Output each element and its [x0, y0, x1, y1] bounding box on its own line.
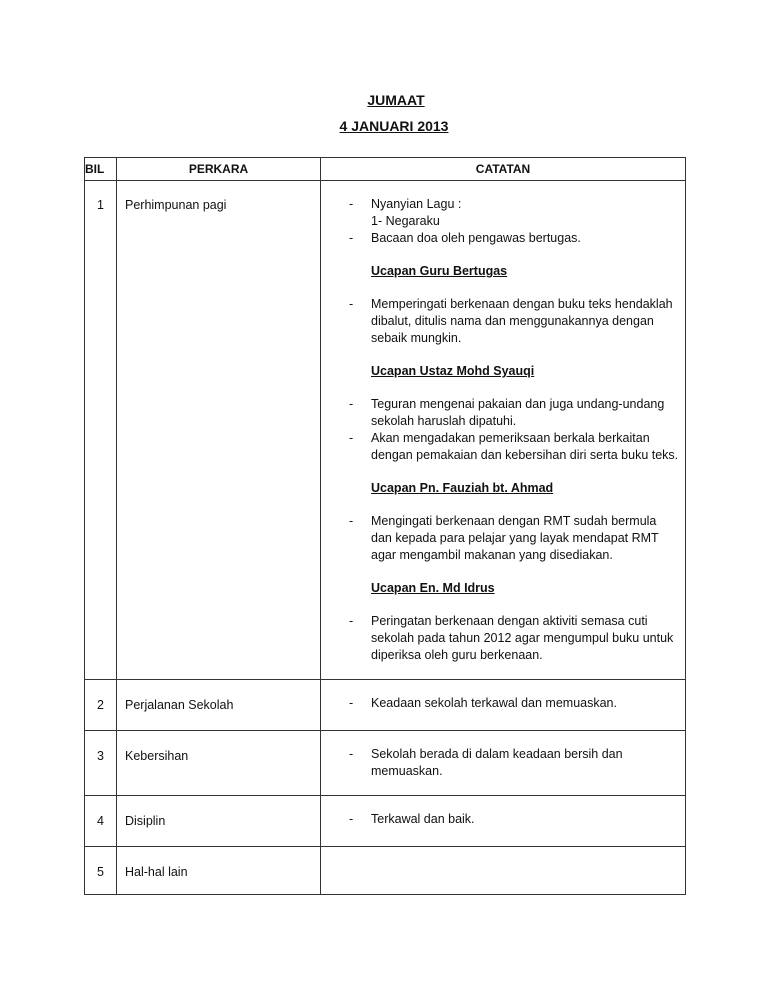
bullet-dash: -	[349, 614, 354, 628]
column-header-catatan: CATATAN	[321, 158, 686, 181]
row-item-cell	[117, 796, 321, 847]
document-date-title: 4 JANUARI 2013	[339, 118, 449, 134]
row-notes-cell	[321, 796, 686, 847]
speech-heading: Ucapan Guru Bertugas	[371, 264, 508, 278]
row-number: 1	[97, 198, 104, 212]
row-item-cell	[117, 731, 321, 796]
bullet-text: Sekolah berada di dalam keadaan bersih dan memuaskan.	[371, 747, 623, 778]
bullet-dash: -	[349, 747, 354, 761]
note-bullet	[321, 196, 685, 213]
speech-heading: Ucapan En. Md Idrus	[371, 581, 495, 595]
column-header-perkara: PERKARA	[117, 158, 321, 181]
bullet-text: Mengingati berkenaan dengan RMT sudah bermula dan kepada para pelajar yang layak mendapat RMT agar mengambil makanan yang disediakan.	[371, 514, 659, 562]
row-notes-cell	[321, 731, 686, 796]
note-bullet	[321, 430, 685, 464]
bullet-dash: -	[349, 397, 354, 411]
row-item: Perhimpunan pagi	[125, 198, 227, 212]
row-number: 2	[97, 698, 104, 712]
note-bullet	[321, 613, 685, 664]
note-bullet	[321, 811, 685, 828]
table-row	[85, 796, 686, 847]
note-bullet	[321, 396, 685, 430]
note-sub-item: 1- Negaraku	[371, 214, 440, 228]
bullet-dash: -	[349, 297, 354, 311]
minutes-table	[84, 157, 686, 895]
table-row	[85, 181, 686, 680]
row-notes-cell	[321, 181, 686, 680]
row-number: 5	[97, 865, 104, 879]
bullet-text: Teguran mengenai pakaian dan juga undang-undang sekolah haruslah dipatuhi.	[371, 397, 665, 428]
row-number-cell	[85, 847, 117, 895]
table-header-row	[85, 158, 686, 181]
table-row	[85, 680, 686, 731]
note-bullet	[321, 296, 685, 347]
column-header-bil: BIL	[85, 158, 117, 181]
bullet-dash: -	[349, 812, 354, 826]
bullet-dash: -	[349, 696, 354, 710]
row-number-cell	[85, 181, 117, 680]
bullet-text: Nyanyian Lagu :	[371, 197, 462, 211]
row-item-cell	[117, 181, 321, 680]
table-row	[85, 731, 686, 796]
document-day-title: JUMAAT	[367, 92, 425, 108]
bullet-text: Bacaan doa oleh pengawas bertugas.	[371, 231, 581, 245]
speech-heading: Ucapan Pn. Fauziah bt. Ahmad	[371, 481, 554, 495]
row-number-cell	[85, 731, 117, 796]
table-row	[85, 847, 686, 895]
row-item: Hal-hal lain	[125, 865, 188, 879]
row-item: Disiplin	[125, 814, 166, 828]
note-bullet	[321, 230, 685, 247]
speech-heading: Ucapan Ustaz Mohd Syauqi	[371, 364, 535, 378]
note-bullet	[321, 695, 685, 712]
bullet-dash: -	[349, 197, 354, 211]
bullet-dash: -	[349, 231, 354, 245]
row-number-cell	[85, 796, 117, 847]
bullet-text: Terkawal dan baik.	[371, 812, 475, 826]
row-item-cell	[117, 680, 321, 731]
row-number: 4	[97, 814, 104, 828]
row-item-cell	[117, 847, 321, 895]
bullet-dash: -	[349, 514, 354, 528]
note-bullet	[321, 746, 685, 780]
bullet-dash: -	[349, 431, 354, 445]
bullet-text: Memperingati berkenaan dengan buku teks hendaklah dibalut, ditulis nama dan menggunakannya dengan sebaik mungkin.	[371, 297, 673, 345]
row-item: Perjalanan Sekolah	[125, 698, 234, 712]
bullet-text: Peringatan berkenaan dengan aktiviti semasa cuti sekolah pada tahun 2012 agar mengumpul buku untuk diperiksa oleh guru berkenaan.	[371, 614, 674, 662]
row-item: Kebersihan	[125, 749, 189, 763]
row-notes-cell	[321, 680, 686, 731]
row-number: 3	[97, 749, 104, 763]
note-bullet	[321, 513, 685, 564]
row-number-cell	[85, 680, 117, 731]
bullet-text: Akan mengadakan pemeriksaan berkala berkaitan dengan pemakaian dan kebersihan diri serta buku teks.	[371, 431, 679, 462]
row-notes-cell	[321, 847, 686, 895]
bullet-text: Keadaan sekolah terkawal dan memuaskan.	[371, 696, 617, 710]
